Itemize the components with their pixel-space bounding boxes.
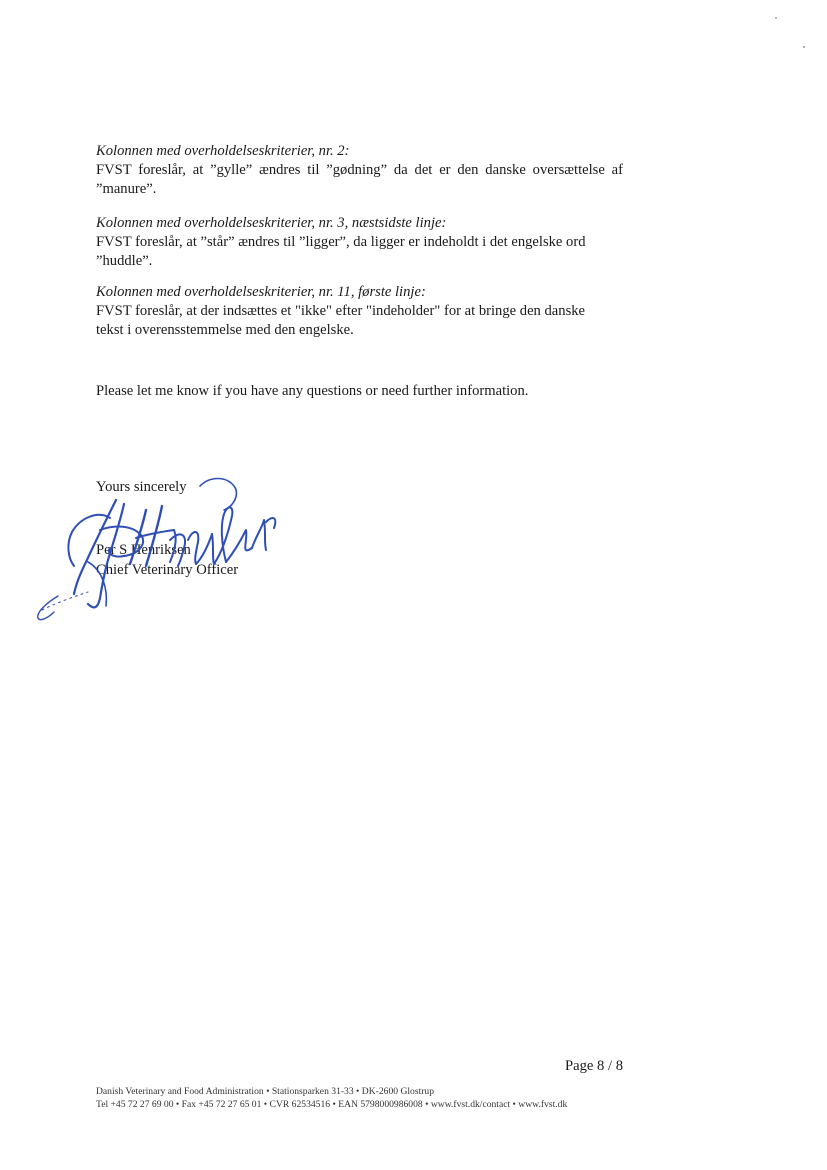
signer-name: Per S Henriksen: [96, 542, 191, 558]
signer-block: [96, 540, 636, 580]
section-manure: [96, 142, 636, 199]
section-text-line: tekst i overensstemmelse med den engelske.: [96, 322, 354, 338]
scan-speck: [775, 17, 777, 19]
section-text-line: FVST foreslår, at ”gylle” ændres til ”gødning” da det er den danske oversættelse af: [96, 162, 623, 178]
section-heading: Kolonnen med overholdelseskriterier, nr. 11, første linje:: [96, 284, 426, 300]
scan-speck: [803, 46, 805, 48]
section-heading: Kolonnen med overholdelseskriterier, nr. 2:: [96, 143, 350, 159]
page-number: Page 8 / 8: [565, 1058, 623, 1074]
footer-contact: Tel +45 72 27 69 00 • Fax +45 72 27 65 01 • CVR 62534516 • EAN 5798000986008 • www.fvst.dk/contact • www.fvst.dk: [96, 1099, 568, 1110]
letter-footer: [96, 1085, 636, 1111]
footer-address: Danish Veterinary and Food Administration • Stationsparken 31-33 • DK-2600 Glostrup: [96, 1086, 435, 1097]
closing-text: Please let me know if you have any questions or need further information.: [96, 383, 529, 399]
section-text-line: ”huddle”.: [96, 253, 153, 269]
section-text-line: FVST foreslår, at ”står” ændres til ”ligger”, da ligger er indeholdt i det engelske ord: [96, 234, 586, 250]
closing-sentence: [96, 382, 636, 401]
section-text-line: ”manure”.: [96, 181, 157, 197]
greeting: [96, 478, 636, 497]
section-huddle: [96, 214, 636, 271]
section-ikke: [96, 283, 636, 340]
greeting-text: Yours sincerely: [96, 479, 187, 495]
signer-title: Chief Veterinary Officer: [96, 562, 239, 578]
section-heading: Kolonnen med overholdelseskriterier, nr. 3, næstsidste linje:: [96, 215, 447, 231]
section-text-line: FVST foreslår, at der indsættes et "ikke" efter "indeholder" for at bringe den danske: [96, 303, 586, 319]
